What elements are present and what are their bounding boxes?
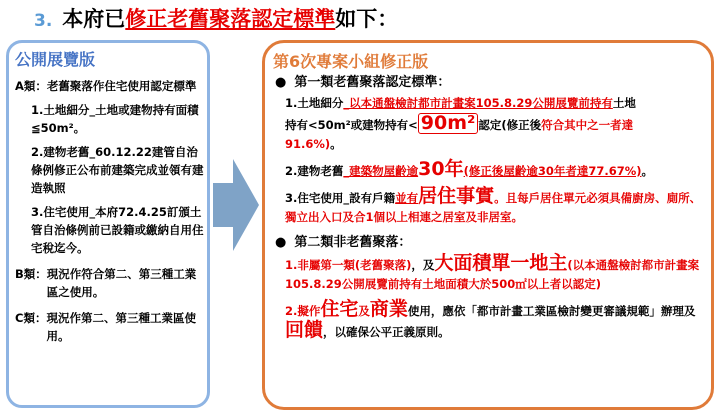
criterion-non-old (275, 254, 709, 294)
category-a-item-2: 2.建物老舊_60.12.22建管自治條例修正公布前建築完成並領有建造執照 (31, 145, 204, 195)
criterion-land-end: 。 (330, 137, 342, 151)
revised-panel (262, 40, 714, 410)
criterion-building (275, 160, 709, 181)
criterion-residence-detail: 。且每戶居住單元必須具備廚房、廁所、獨立出入口及合1個以上相連之居室及非居室。 (285, 191, 702, 224)
criterion-use-and: 及 (358, 304, 370, 318)
criterion-land-threshold: 持有<50m²或建物持有< (285, 118, 418, 132)
right-arrow-icon (213, 155, 259, 255)
title-emphasis: 修正老舊聚落認定標準 (125, 7, 336, 31)
criterion-land-area: 90m² (418, 113, 479, 134)
category-a (15, 77, 205, 95)
criterion-use (275, 300, 709, 342)
criterion-building-rate: (修正後屋齡逾30年者達77.67%) (463, 164, 642, 178)
criterion-land-word: 土地 (612, 96, 636, 110)
criterion-non-old-detail: (以本通盤檢討都市計畫案105.8.29公開展覽前持有土地面積大於500㎡以上者以認定) (285, 258, 700, 291)
category-c-text: 現況作第二、第三種工業區使用。 (46, 311, 196, 343)
title-suffix: 如下： (335, 7, 399, 31)
bullet-dot-icon: ● (275, 75, 287, 90)
left-panel-body (15, 77, 205, 351)
slide-number: 3. (34, 11, 53, 31)
criterion-residence-and: 並有 (395, 191, 419, 205)
category-b-text: 現況作符合第二、第三種工業區之使用。 (46, 267, 197, 299)
category-c (15, 309, 205, 345)
criterion-use-feedback: 回饋 (285, 319, 324, 341)
criterion-use-residential: 住宅 (320, 298, 359, 320)
criterion-use-commercial: 商業 (369, 298, 408, 320)
arrow-shape (213, 159, 259, 251)
criterion-residence-fact: 居住事實 (418, 185, 495, 207)
criterion-land-percent: 91.6%) (285, 137, 331, 151)
criterion-land-rate: 符合其中之一者達 (541, 118, 634, 132)
category-a-item-1: 1.土地細分_土地或建物持有面積≦50m²。 (31, 103, 199, 135)
criterion-land (275, 94, 709, 154)
criterion-use-label: 2.擬作 (285, 304, 321, 318)
criterion-land-basis: _以本通盤檢討都市計畫案105.8.29公開展覽前持有 (343, 96, 613, 110)
criterion-building-age: _建築物屋齡逾 (343, 164, 419, 178)
criterion-single-owner: 大面積單一地主 (434, 252, 568, 274)
bullet-category-2 (275, 233, 709, 252)
criterion-land-label: 1.土地細分 (285, 96, 344, 110)
right-panel-header: 第6次專案小組修正版 (273, 52, 429, 71)
category-b-label: B類： (15, 267, 47, 281)
category-a-item-3: 3.住宅使用_本府72.4.25訂頒土管自治條例前已設籍或繳納自用住宅稅迄今。 (31, 205, 204, 255)
category-a-text: 老舊聚落作住宅使用認定標準 (46, 79, 197, 93)
right-panel-body (275, 73, 709, 346)
criterion-building-label: 2.建物老舊 (285, 164, 344, 178)
criterion-land-note: 認定(修正後 (478, 118, 542, 132)
category-c-label: C類： (15, 311, 47, 325)
bullet-category-2-text: 第二類非老舊聚落： (294, 235, 412, 250)
criterion-non-old-and: ，及 (411, 258, 435, 272)
criterion-building-years: 30年 (418, 158, 464, 180)
left-panel-header: 公開展覽版 (15, 50, 96, 69)
bullet-category-1-text: 第一類老舊聚落認定標準： (294, 75, 451, 90)
criterion-use-detail: 使用，應依「都市計畫工業區檢討變更審議規範」辦理及 (407, 304, 696, 318)
category-b (15, 265, 205, 301)
criterion-use-end: ，以確保公平正義原則。 (323, 325, 450, 339)
title-prefix: 本府已 (62, 7, 126, 31)
public-exhibition-panel (6, 40, 210, 408)
criterion-residence-label: 3.住宅使用_設有戶籍 (285, 191, 396, 205)
category-a-label: A類： (15, 79, 47, 93)
criterion-residence (275, 187, 709, 227)
slide-title (34, 3, 398, 37)
bullet-category-1 (275, 73, 709, 92)
criterion-building-end: 。 (641, 164, 653, 178)
criterion-non-old-label: 1.非屬第一類(老舊聚落) (285, 258, 412, 272)
bullet-dot-icon: ● (275, 235, 287, 250)
